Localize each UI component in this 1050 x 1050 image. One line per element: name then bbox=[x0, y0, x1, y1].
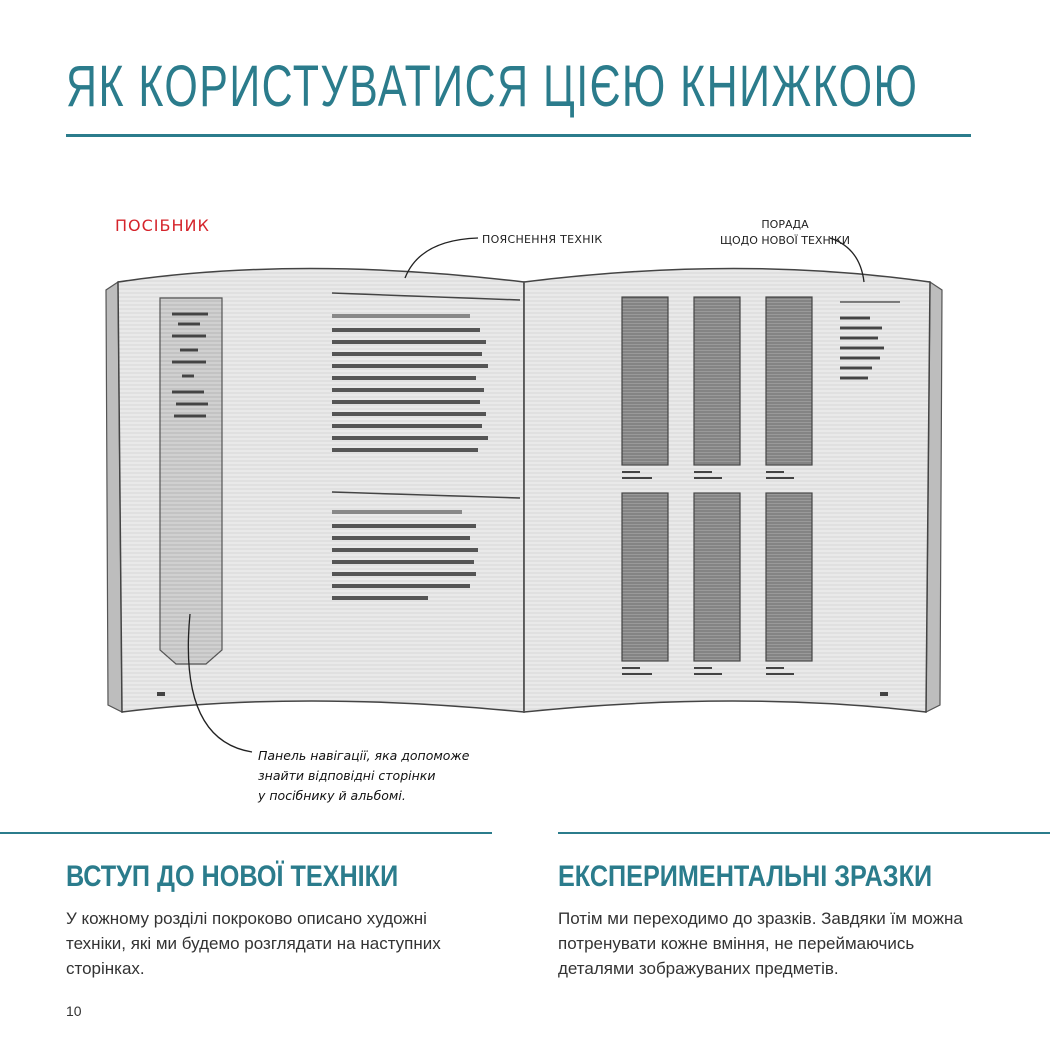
label-techniques: ПОЯСНЕННЯ ТЕХНІК bbox=[482, 233, 603, 246]
navigation-note-line: у посібнику й альбомі. bbox=[258, 788, 406, 803]
page-title: ЯК КОРИСТУВАТИСЯ ЦІЄЮ КНИЖКОЮ bbox=[66, 54, 919, 119]
section-body-samples bbox=[558, 906, 1018, 981]
section-divider bbox=[0, 832, 492, 834]
navigation-note-line: знайти відповідні сторінки bbox=[258, 768, 436, 783]
section-body-line: сторінках. bbox=[66, 959, 145, 978]
navigation-note-line: Панель навігації, яка допоможе bbox=[258, 748, 470, 763]
section-body-intro bbox=[66, 906, 486, 981]
page-number: 10 bbox=[66, 1003, 82, 1019]
section-heading-samples: ЕКСПЕРИМЕНТАЛЬНІ ЗРАЗКИ bbox=[558, 860, 933, 893]
label-tip-line: ЩОДО НОВОЇ ТЕХНІКИ bbox=[719, 234, 851, 247]
label-tip-line: ПОРАДА bbox=[761, 218, 809, 231]
section-divider bbox=[558, 832, 1050, 834]
section-body-line: У кожному розділі покроково описано художні bbox=[66, 909, 427, 928]
section-heading-intro: ВСТУП ДО НОВОЇ ТЕХНІКИ bbox=[66, 860, 399, 893]
navigation-note bbox=[258, 746, 469, 806]
section-body-line: техніки, які ми будемо розглядати на наступних bbox=[66, 934, 441, 953]
label-tip bbox=[700, 217, 870, 249]
section-body-line: Потім ми переходимо до зразків. Завдяки їм можна bbox=[558, 909, 963, 928]
label-guide: ПОСІБНИК bbox=[115, 216, 210, 235]
section-body-line: потренувати кожне вміння, не переймаючись bbox=[558, 934, 915, 953]
section-body-line: деталями зображуваних предметів. bbox=[558, 959, 839, 978]
